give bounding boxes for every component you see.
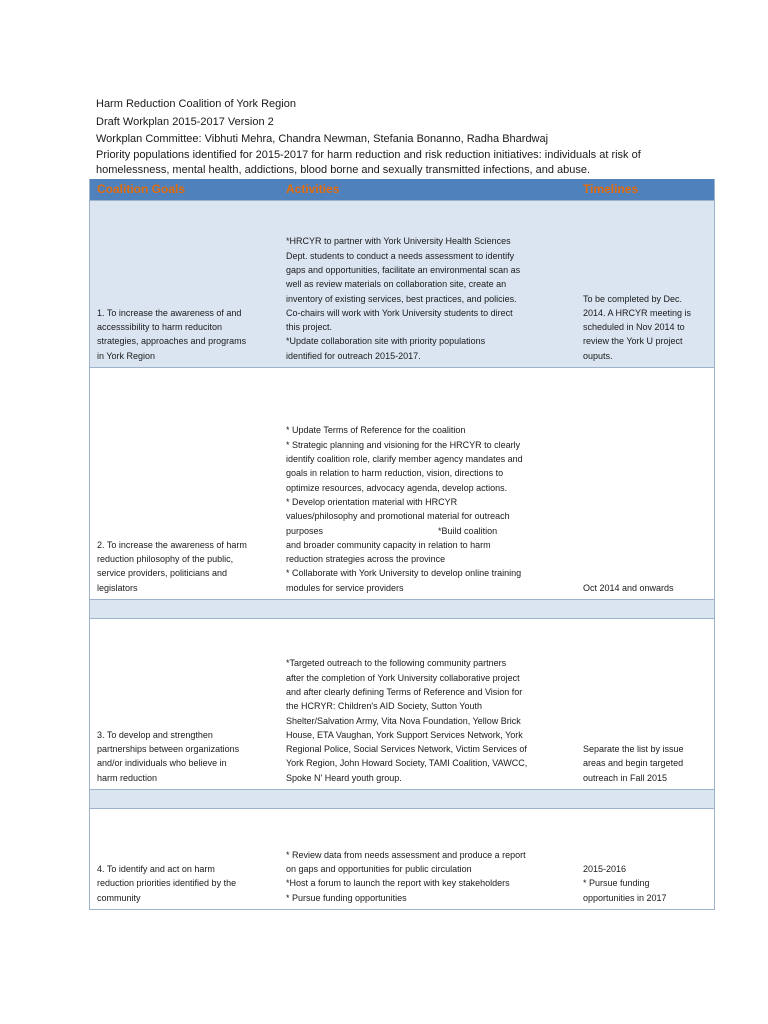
activities-cell: *Targeted outreach to the following community partners after the completion of York University collaborative project and after clearly defining Terms of Reference and Vision for the HCRYR: Children's AID Society, Sutton Youth Shelter/Salvation Army, Vita Nova Foundation, Yellow Brick House, ETA Vaughan, York Support Services Network, York Regional Police, Social Services Network, Victim Services of York Region, John Howard Society, TAMI Coalition, VAWCC, Spoke N' Heard youth group. (286, 658, 528, 783)
workplan-table (89, 179, 715, 910)
priority-populations: Priority populations identified for 2015-2017 for harm reduction and risk reduction initiatives: individuals at risk of homelessness, mental health, addictions, blood borne and sexually transmitted infections, and abuse. (96, 149, 641, 176)
goal-cell: 4. To identify and act on harm reduction priorities identified by the community (97, 864, 237, 903)
timeline-cell: Separate the list by issue areas and begin targeted outreach in Fall 2015 (583, 744, 684, 783)
activities-cell: * Review data from needs assessment and produce a report on gaps and opportunities for public circulation *Host a forum to launch the report with key stakeholders * Pursue funding opportunities (286, 849, 526, 903)
col-header-goals: Coalition Goals (97, 182, 186, 196)
activities-cell: *HRCYR to partner with York University Health Sciences Dept. students to conduct a needs assessment to identify gaps and opportunities, facilitate an environmental scan as well as review materials on collaboration site, create an inventory of existing services, best practices, and policies. Co-chairs will work with York University students to direct this project. *Update collaboration site with priority populations identified for outreach 2015-2017. (286, 236, 521, 361)
timeline-cell: Oct 2014 and onwards (583, 582, 674, 593)
table-row (90, 618, 714, 789)
col-header-activities: Activities (286, 182, 340, 196)
draft-version: Draft Workplan 2015-2017 Version 2 (96, 116, 274, 128)
table-row (90, 367, 714, 599)
goal-cell: 3. To develop and strengthen partnerships between organizations and/or individuals who believe in harm reduction (97, 729, 240, 783)
goal-cell: 1. To increase the awareness of and accesssibility to harm reduciton strategies, approaches and programs in York Region (97, 307, 247, 361)
table-row (90, 200, 714, 367)
row-divider (90, 789, 714, 808)
table-row (90, 808, 714, 909)
row-divider (90, 599, 714, 618)
timeline-cell: 2015-2016 * Pursue funding opportunities in 2017 (583, 864, 667, 903)
activities-cell: * Update Terms of Reference for the coalition * Strategic planning and visioning for the HRCYR to clearly identify coalition role, clarify member agency mandates and goals in relation to harm reduction, vision, directions to optimize resources, advocacy agenda, develop actions. * Develop orientation material with HRCYR values/philosophy and promotional material for outreach purposes *Build coalition and broader community capacity in relation to harm reduction strategies across the province * Collaborate with York University to develop online training modules for service providers (286, 425, 523, 593)
committee-line: Workplan Committee: Vibhuti Mehra, Chandra Newman, Stefania Bonanno, Radha Bhardwaj (96, 133, 549, 145)
goal-cell: 2. To increase the awareness of harm reduction philosophy of the public, service providers, politicians and legislators (97, 539, 247, 593)
timeline-cell: To be completed by Dec. 2014. A HRCYR meeting is scheduled in Nov 2014 to review the York U project ouputs. (583, 293, 692, 361)
table-header (90, 179, 714, 200)
col-header-timelines: Timelines (583, 182, 639, 196)
org-title: Harm Reduction Coalition of York Region (96, 98, 296, 110)
